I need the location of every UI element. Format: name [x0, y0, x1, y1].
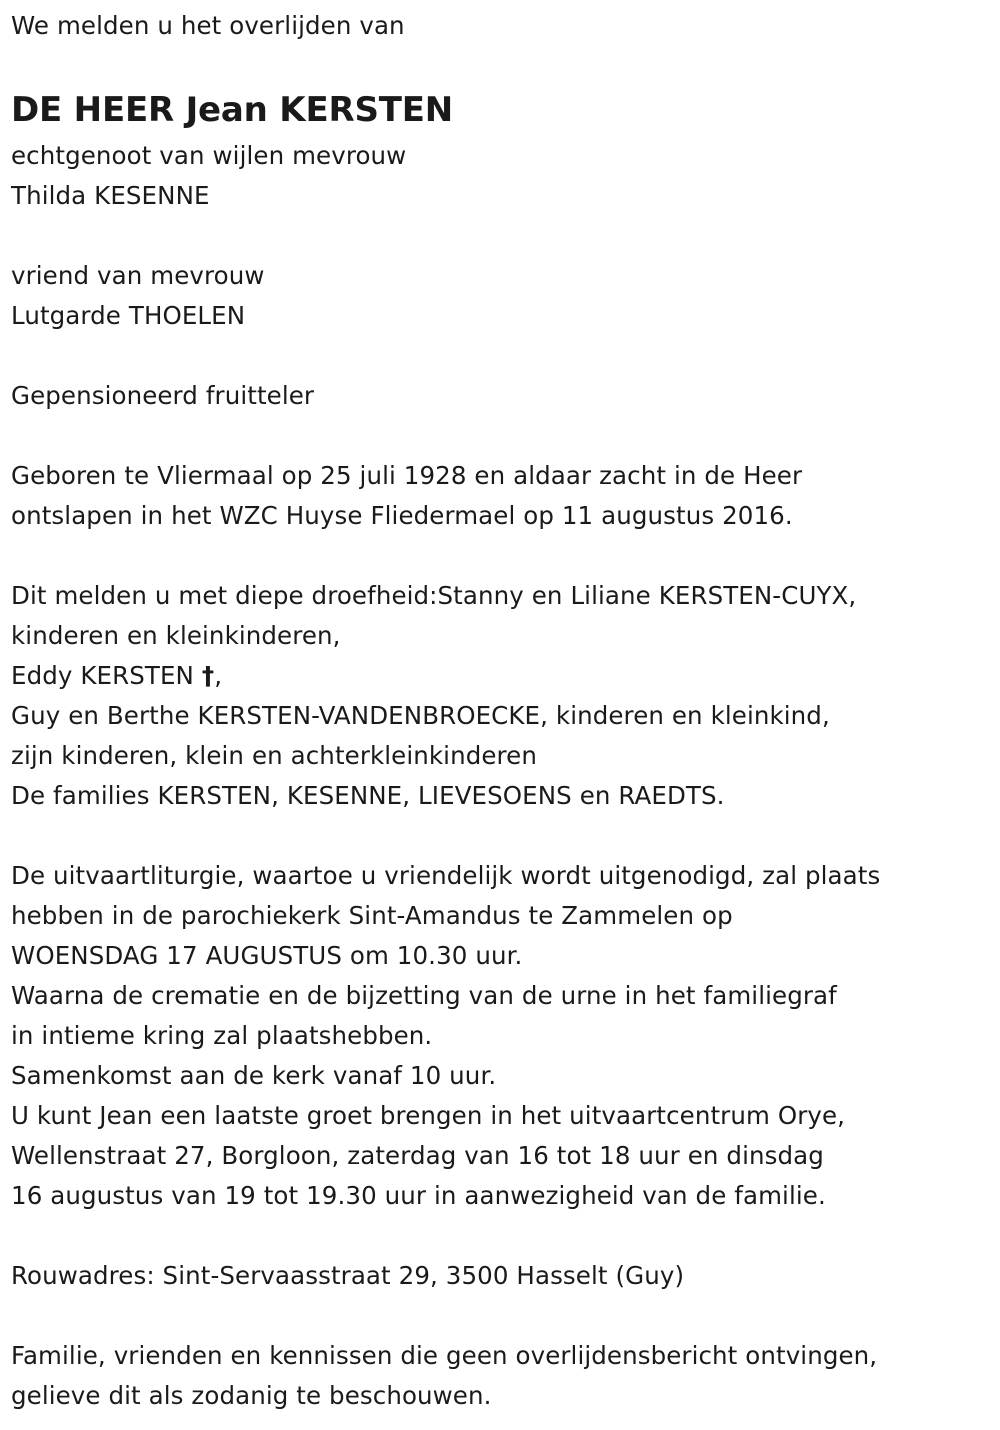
family-line: De families KERSTEN, KESENNE, LIEVESOENS en RAEDTS.	[11, 781, 725, 810]
closing-section	[11, 1336, 986, 1416]
profession-text: Gepensioneerd fruitteler	[11, 381, 315, 410]
spacer	[11, 1216, 986, 1256]
closing-line: gelieve dit als zodanig te beschouwen.	[11, 1381, 492, 1410]
family-member-name: Eddy KERSTEN	[11, 661, 202, 690]
funeral-line: Waarna de crematie en de bijzetting van de urne in het familiegraf	[11, 981, 837, 1010]
funeral-section	[11, 856, 986, 1216]
friend-section	[11, 256, 986, 336]
friend-relation: vriend van mevrouw	[11, 261, 265, 290]
family-section	[11, 576, 986, 816]
spouse-relation: echtgenoot van wijlen mevrouw	[11, 141, 407, 170]
intro-text: We melden u het overlijden van	[11, 11, 405, 40]
family-line: Dit melden u met diepe droefheid:Stanny en Liliane KERSTEN-CUYX,	[11, 581, 857, 610]
spacer	[11, 816, 986, 856]
family-line	[11, 656, 986, 696]
funeral-line: in intieme kring zal plaatshebben.	[11, 1021, 433, 1050]
obituary-notice	[11, 6, 986, 1416]
spacer	[11, 536, 986, 576]
funeral-line: Samenkomst aan de kerk vanaf 10 uur.	[11, 1061, 497, 1090]
funeral-line: 16 augustus van 19 tot 19.30 uur in aanwezigheid van de familie.	[11, 1181, 826, 1210]
closing-line: Familie, vrienden en kennissen die geen overlijdensbericht ontvingen,	[11, 1341, 878, 1370]
family-line: zijn kinderen, klein en achterkleinkinderen	[11, 741, 537, 770]
spacer	[11, 216, 986, 256]
spacer	[11, 336, 986, 376]
punctuation: ,	[214, 661, 223, 690]
spacer	[11, 416, 986, 456]
friend-name: Lutgarde THOELEN	[11, 301, 246, 330]
funeral-line: De uitvaartliturgie, waartoe u vriendelijk wordt uitgenodigd, zal plaats	[11, 861, 881, 890]
cross-icon: †	[201, 661, 215, 690]
funeral-line: WOENSDAG 17 AUGUSTUS om 10.30 uur.	[11, 941, 523, 970]
spacer	[11, 1296, 986, 1336]
death-line: ontslapen in het WZC Huyse Fliedermael op 11 augustus 2016.	[11, 501, 793, 530]
funeral-line: hebben in de parochiekerk Sint-Amandus te Zammelen op	[11, 901, 733, 930]
family-line: kinderen en kleinkinderen,	[11, 621, 341, 650]
birth-death-section	[11, 456, 986, 536]
spouse-name: Thilda KESENNE	[11, 181, 210, 210]
mourning-address: Rouwadres: Sint-Servaasstraat 29, 3500 Hasselt (Guy)	[11, 1261, 685, 1290]
spouse-section	[11, 136, 986, 216]
birth-line: Geboren te Vliermaal op 25 juli 1928 en aldaar zacht in de Heer	[11, 461, 803, 490]
funeral-line: U kunt Jean een laatste groet brengen in het uitvaartcentrum Orye,	[11, 1101, 846, 1130]
funeral-line: Wellenstraat 27, Borgloon, zaterdag van 16 tot 18 uur en dinsdag	[11, 1141, 824, 1170]
family-line: Guy en Berthe KERSTEN-VANDENBROECKE, kinderen en kleinkind,	[11, 701, 830, 730]
deceased-name: DE HEER Jean KERSTEN	[11, 90, 454, 130]
